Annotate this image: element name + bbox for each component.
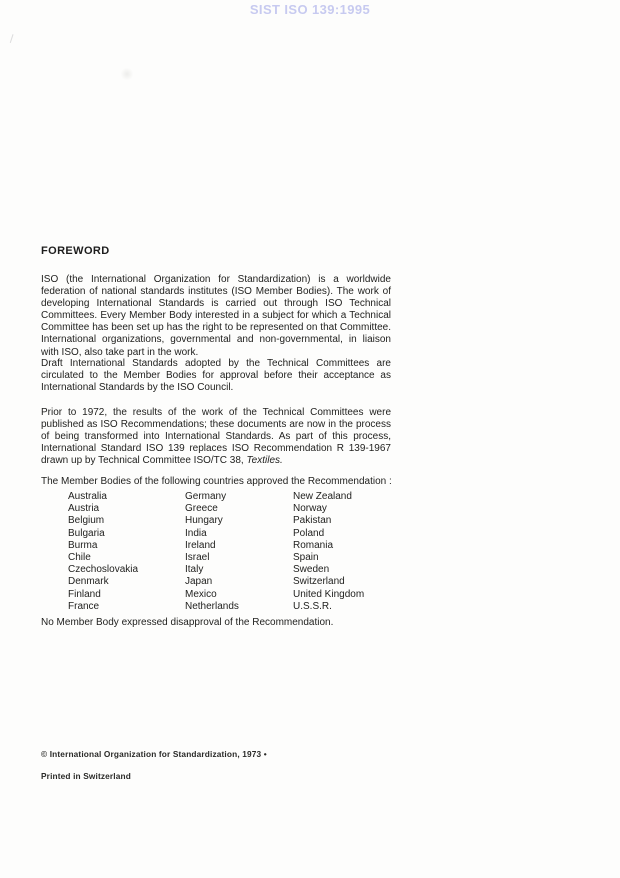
member-country: Australia <box>68 491 107 502</box>
member-country: France <box>68 600 100 612</box>
standard-id-stamp: SIST ISO 139:1995 <box>249 2 371 17</box>
printed-in-line: Printed in Switzerland <box>41 771 131 781</box>
member-country: Chile <box>68 552 91 564</box>
foreword-heading: FOREWORD <box>41 245 110 257</box>
member-country: Norway <box>293 503 327 515</box>
member-country: Finland <box>68 588 101 600</box>
member-country: Poland <box>293 527 325 539</box>
member-country: Belgium <box>68 515 105 527</box>
member-country-column-3 <box>293 491 413 613</box>
foreword-paragraph-2: Draft International Standards adopted by the Technical Committees are circulated to the Member Bodies for approval before their acceptance as International Standards by the ISO Council. <box>41 358 391 394</box>
member-country: Czechoslovakia <box>68 564 139 576</box>
member-country: Spain <box>293 552 319 564</box>
member-country-column-2 <box>185 491 293 613</box>
member-country: United Kingdom <box>293 588 365 600</box>
member-country: Greece <box>185 503 218 515</box>
member-country: Pakistan <box>293 515 332 527</box>
disapproval-note: No Member Body expressed disapproval of the Recommendation. <box>41 617 334 628</box>
member-country: India <box>185 527 207 539</box>
member-country: Austria <box>68 503 100 515</box>
copyright-line: © International Organization for Standardization, 1973 • <box>41 749 267 759</box>
foreword-paragraph-1: ISO (the International Organization for Standardization) is a worldwide federation of national standards institutes (ISO Member Bodies). The work of developing International Standards is carried out through ISO Technical Committees. Every Member Body interested in a subject for which a Technical Committee has been set up has the right to be represented on that Committee. International organizations, governmental and non-governmental, in liaison with ISO, also take part in the work. <box>41 274 391 358</box>
member-country: Japan <box>185 576 213 588</box>
foreword-paragraph-3 <box>41 407 391 467</box>
member-country: Hungary <box>185 515 223 527</box>
member-country: Burma <box>68 539 98 551</box>
member-country: Bulgaria <box>68 527 105 539</box>
scan-artifact <box>10 34 19 45</box>
member-country: New Zealand <box>293 491 352 502</box>
foreword-paragraph-3-italic: Textiles. <box>246 455 283 467</box>
member-country: Germany <box>185 491 227 502</box>
member-country: U.S.S.R. <box>293 600 332 612</box>
member-country-list <box>68 491 413 613</box>
member-country: Netherlands <box>185 600 239 612</box>
member-country: Ireland <box>185 539 216 551</box>
scan-artifact <box>120 68 134 80</box>
member-country: Switzerland <box>293 576 345 588</box>
member-country: Israel <box>185 552 210 564</box>
member-country: Sweden <box>293 564 330 576</box>
member-country: Mexico <box>185 588 217 600</box>
member-bodies-intro: The Member Bodies of the following countries approved the Recommendation : <box>41 476 392 487</box>
member-country: Romania <box>293 539 334 551</box>
foreword-paragraph-3-text: Prior to 1972, the results of the work of the Technical Committees were published as ISO Recommendations; these documents are now in the process of being transformed into International Standards. As part of this process, International Standard ISO 139 replaces ISO Recommendation R 139-1967 drawn up by Technical Committee ISO/TC 38, <box>41 407 391 467</box>
member-country: Denmark <box>68 576 109 588</box>
member-country: Italy <box>185 564 204 576</box>
member-country-column-1 <box>68 491 185 613</box>
